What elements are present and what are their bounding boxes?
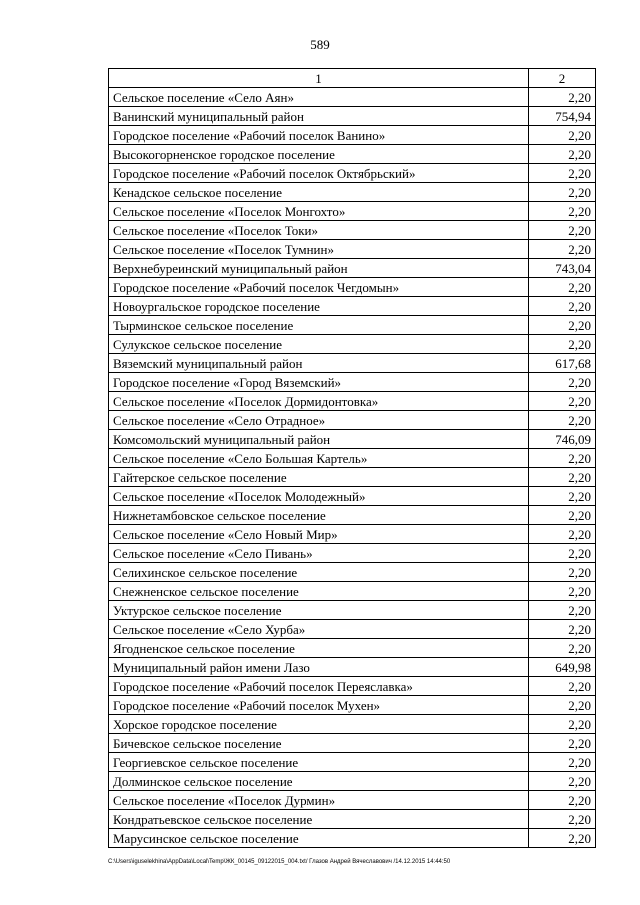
- value-cell: 2,20: [529, 468, 596, 487]
- value-cell: 2,20: [529, 183, 596, 202]
- municipality-name-cell: Городское поселение «Город Вяземский»: [109, 373, 529, 392]
- table-row: [109, 164, 596, 183]
- municipality-name-cell: Георгиевское сельское поселение: [109, 753, 529, 772]
- table-row: [109, 145, 596, 164]
- municipality-name-cell: Городское поселение «Рабочий поселок Чегдомын»: [109, 278, 529, 297]
- municipality-name-cell: Вяземский муниципальный район: [109, 354, 529, 373]
- municipality-name-cell: Городское поселение «Рабочий поселок Октябрьский»: [109, 164, 529, 183]
- table-row: [109, 221, 596, 240]
- value-cell: 617,68: [529, 354, 596, 373]
- municipality-name-cell: Сельское поселение «Поселок Токи»: [109, 221, 529, 240]
- municipality-name-cell: Городское поселение «Рабочий поселок Ванино»: [109, 126, 529, 145]
- table-row: [109, 772, 596, 791]
- value-cell: 2,20: [529, 88, 596, 107]
- value-cell: 2,20: [529, 392, 596, 411]
- table-row: [109, 734, 596, 753]
- page-number: 589: [310, 37, 330, 52]
- municipality-name-cell: Сельское поселение «Поселок Монгохто»: [109, 202, 529, 221]
- table-row: [109, 715, 596, 734]
- value-cell: 2,20: [529, 582, 596, 601]
- municipality-name-cell: Сельское поселение «Село Новый Мир»: [109, 525, 529, 544]
- municipality-name-cell: Хорское городское поселение: [109, 715, 529, 734]
- municipality-name-cell: Уктурское сельское поселение: [109, 601, 529, 620]
- table-row: [109, 107, 596, 126]
- value-cell: 2,20: [529, 829, 596, 848]
- table-row: [109, 563, 596, 582]
- table-row: [109, 753, 596, 772]
- municipality-name-cell: Городское поселение «Рабочий поселок Мухен»: [109, 696, 529, 715]
- municipality-name-cell: Кондратьевское сельское поселение: [109, 810, 529, 829]
- table-row: [109, 544, 596, 563]
- footer-file-path: C:\Users\iguselekhina\AppData\Local\Temp\ЖК_00145_09122015_004.txt/ Глазов Андрей Вячеславович /14.12.2015 14:44:50: [108, 859, 451, 865]
- table-row: [109, 658, 596, 677]
- municipality-name-cell: Нижнетамбовское сельское поселение: [109, 506, 529, 525]
- value-cell: 2,20: [529, 620, 596, 639]
- municipality-name-cell: Новоургальское городское поселение: [109, 297, 529, 316]
- value-cell: 754,94: [529, 107, 596, 126]
- municipality-name-cell: Сельское поселение «Поселок Тумнин»: [109, 240, 529, 259]
- value-cell: 2,20: [529, 335, 596, 354]
- table-row: [109, 525, 596, 544]
- data-table: [108, 68, 596, 848]
- table-row: [109, 278, 596, 297]
- table-row: [109, 468, 596, 487]
- table-row: [109, 487, 596, 506]
- table-row: [109, 639, 596, 658]
- value-cell: 2,20: [529, 753, 596, 772]
- municipality-name-cell: Кенадское сельское поселение: [109, 183, 529, 202]
- value-cell: 649,98: [529, 658, 596, 677]
- municipality-name-cell: Снежненское сельское поселение: [109, 582, 529, 601]
- table-row: [109, 88, 596, 107]
- value-cell: 2,20: [529, 278, 596, 297]
- municipality-name-cell: Гайтерское сельское поселение: [109, 468, 529, 487]
- table-header-row: [109, 69, 596, 88]
- table-row: [109, 126, 596, 145]
- value-cell: 2,20: [529, 202, 596, 221]
- value-cell: 2,20: [529, 240, 596, 259]
- municipality-name-cell: Сулукское сельское поселение: [109, 335, 529, 354]
- table-row: [109, 791, 596, 810]
- municipality-name-cell: Сельское поселение «Поселок Дурмин»: [109, 791, 529, 810]
- value-cell: 2,20: [529, 791, 596, 810]
- municipality-name-cell: Сельское поселение «Село Хурба»: [109, 620, 529, 639]
- table-row: [109, 430, 596, 449]
- municipality-name-cell: Комсомольский муниципальный район: [109, 430, 529, 449]
- value-cell: 2,20: [529, 715, 596, 734]
- value-cell: 2,20: [529, 506, 596, 525]
- table-row: [109, 696, 596, 715]
- table-row: [109, 601, 596, 620]
- table-row: [109, 354, 596, 373]
- column-header-1: 1: [109, 69, 529, 88]
- value-cell: 2,20: [529, 563, 596, 582]
- value-cell: 2,20: [529, 297, 596, 316]
- value-cell: 2,20: [529, 126, 596, 145]
- table-row: [109, 449, 596, 468]
- municipality-name-cell: Селихинское сельское поселение: [109, 563, 529, 582]
- municipality-name-cell: Сельское поселение «Поселок Дормидонтовка»: [109, 392, 529, 411]
- municipality-name-cell: Сельское поселение «Село Аян»: [109, 88, 529, 107]
- table-row: [109, 335, 596, 354]
- value-cell: 2,20: [529, 544, 596, 563]
- table-body: [109, 88, 596, 848]
- municipality-name-cell: Сельское поселение «Поселок Молодежный»: [109, 487, 529, 506]
- table-row: [109, 392, 596, 411]
- value-cell: 2,20: [529, 164, 596, 183]
- value-cell: 2,20: [529, 373, 596, 392]
- table-row: [109, 829, 596, 848]
- value-cell: 2,20: [529, 525, 596, 544]
- value-cell: 2,20: [529, 487, 596, 506]
- table-row: [109, 240, 596, 259]
- value-cell: 743,04: [529, 259, 596, 278]
- value-cell: 2,20: [529, 734, 596, 753]
- table-row: [109, 202, 596, 221]
- value-cell: 746,09: [529, 430, 596, 449]
- table-row: [109, 316, 596, 335]
- value-cell: 2,20: [529, 449, 596, 468]
- municipality-name-cell: Сельское поселение «Село Пивань»: [109, 544, 529, 563]
- value-cell: 2,20: [529, 316, 596, 335]
- municipality-name-cell: Марусинское сельское поселение: [109, 829, 529, 848]
- column-header-2: 2: [529, 69, 596, 88]
- value-cell: 2,20: [529, 677, 596, 696]
- value-cell: 2,20: [529, 601, 596, 620]
- value-cell: 2,20: [529, 810, 596, 829]
- municipality-name-cell: Муниципальный район имени Лазо: [109, 658, 529, 677]
- municipality-name-cell: Ягодненское сельское поселение: [109, 639, 529, 658]
- municipality-name-cell: Высокогорненское городское поселение: [109, 145, 529, 164]
- value-cell: 2,20: [529, 696, 596, 715]
- value-cell: 2,20: [529, 772, 596, 791]
- table-row: [109, 582, 596, 601]
- table-row: [109, 373, 596, 392]
- municipality-name-cell: Сельское поселение «Село Отрадное»: [109, 411, 529, 430]
- table-row: [109, 810, 596, 829]
- municipality-name-cell: Тырминское сельское поселение: [109, 316, 529, 335]
- value-cell: 2,20: [529, 145, 596, 164]
- table-row: [109, 411, 596, 430]
- municipality-name-cell: Городское поселение «Рабочий поселок Переяславка»: [109, 677, 529, 696]
- table-row: [109, 506, 596, 525]
- municipality-name-cell: Ванинский муниципальный район: [109, 107, 529, 126]
- table-row: [109, 297, 596, 316]
- municipality-name-cell: Верхнебуреинский муниципальный район: [109, 259, 529, 278]
- value-cell: 2,20: [529, 639, 596, 658]
- table-row: [109, 620, 596, 639]
- table-row: [109, 677, 596, 696]
- value-cell: 2,20: [529, 221, 596, 240]
- table-row: [109, 183, 596, 202]
- table-row: [109, 259, 596, 278]
- municipality-name-cell: Бичевское сельское поселение: [109, 734, 529, 753]
- municipality-name-cell: Сельское поселение «Село Большая Картель»: [109, 449, 529, 468]
- municipality-name-cell: Долминское сельское поселение: [109, 772, 529, 791]
- value-cell: 2,20: [529, 411, 596, 430]
